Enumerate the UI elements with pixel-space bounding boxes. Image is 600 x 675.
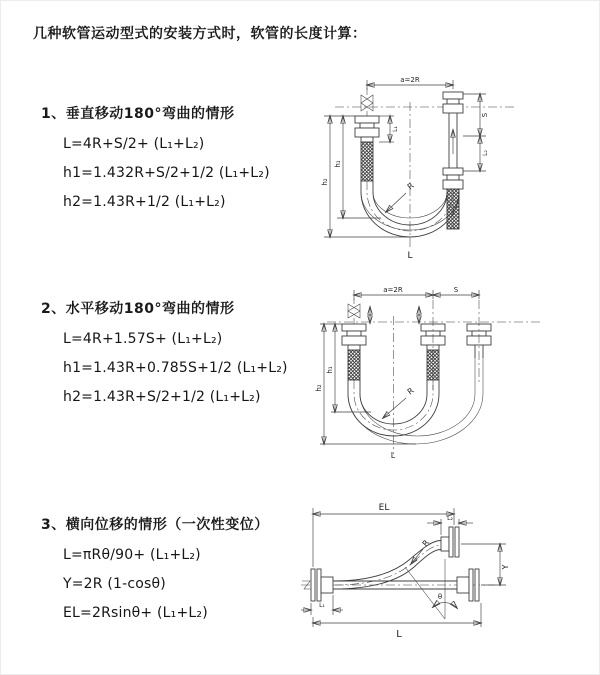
valve-icon	[348, 299, 360, 324]
formula-line: h1=1.43R+0.785S+1/2 (L₁+L₂)	[63, 360, 288, 376]
dim-label-h2: h₂	[321, 178, 329, 186]
radius-label: R	[420, 538, 432, 549]
length-label: L	[407, 251, 413, 261]
formula-line: L=πRθ/90+ (L₁+L₂)	[63, 547, 201, 563]
diagram-vertical-180-bend	[309, 72, 599, 272]
radius-label: R	[405, 386, 416, 397]
dim-label-el: EL	[378, 503, 390, 513]
flange-upper	[441, 527, 459, 557]
dim-label-h1: h₁	[326, 366, 334, 374]
dim-label-s: S	[481, 112, 489, 118]
hose-fitting-left	[342, 324, 366, 380]
formula-line: h2=1.43R+1/2 (L₁+L₂)	[63, 194, 226, 210]
section-vertical-movement	[41, 103, 270, 217]
angle-label-theta: θ	[437, 593, 443, 601]
formula-line: Y=2R (1-cosθ)	[63, 576, 166, 592]
dim-label-s: S	[453, 286, 459, 294]
flange-right	[457, 569, 479, 601]
hose-s-curve	[333, 541, 441, 590]
dim-label-l1: L₁	[392, 126, 399, 132]
hose-fitting-left	[355, 116, 379, 181]
section-2-heading: 2、水平移动180°弯曲的情形	[41, 301, 235, 317]
valve-icon	[361, 88, 373, 116]
radius-label: R	[405, 181, 416, 192]
formula-line: h1=1.432R+S/2+1/2 (L₁+L₂)	[63, 165, 270, 181]
dim-label-y: Y	[501, 564, 510, 570]
diagram-horizontal-180-bend	[309, 282, 599, 471]
page-title: 几种软管运动型式的安装方式时，软管的长度计算：	[33, 26, 367, 42]
section-1-heading: 1、垂直移动180°弯曲的情形	[41, 106, 235, 122]
formula-line: L=4R+S/2+ (L₁+L₂)	[63, 136, 205, 152]
dim-label-l2: L₂	[482, 150, 489, 156]
dim-label-h1: h₁	[334, 160, 342, 168]
dim-label-l2: L₂	[447, 515, 453, 522]
formula-line: L=4R+1.57S+ (L₁+L₂)	[63, 331, 223, 347]
section-3-heading: 3、横向位移的情形（一次性变位）	[41, 517, 269, 533]
diagram-lateral-displacement	[299, 499, 599, 655]
section-horizontal-movement	[41, 298, 288, 412]
dim-label-h2: h₂	[315, 384, 323, 392]
formula-line: h2=1.43R+S/2+1/2 (L₁+L₂)	[63, 389, 261, 405]
dim-label-a2r: a=2R	[400, 76, 420, 84]
length-label: L	[390, 451, 396, 460]
formula-line: EL=2Rsinθ+ (L₁+L₂)	[63, 605, 208, 621]
length-label: L	[396, 629, 402, 640]
section-lateral-displacement	[41, 514, 269, 628]
dim-label-l1: L₁	[319, 602, 325, 609]
dim-label-a2r: a=2R	[383, 286, 403, 294]
flange-left	[311, 569, 333, 601]
